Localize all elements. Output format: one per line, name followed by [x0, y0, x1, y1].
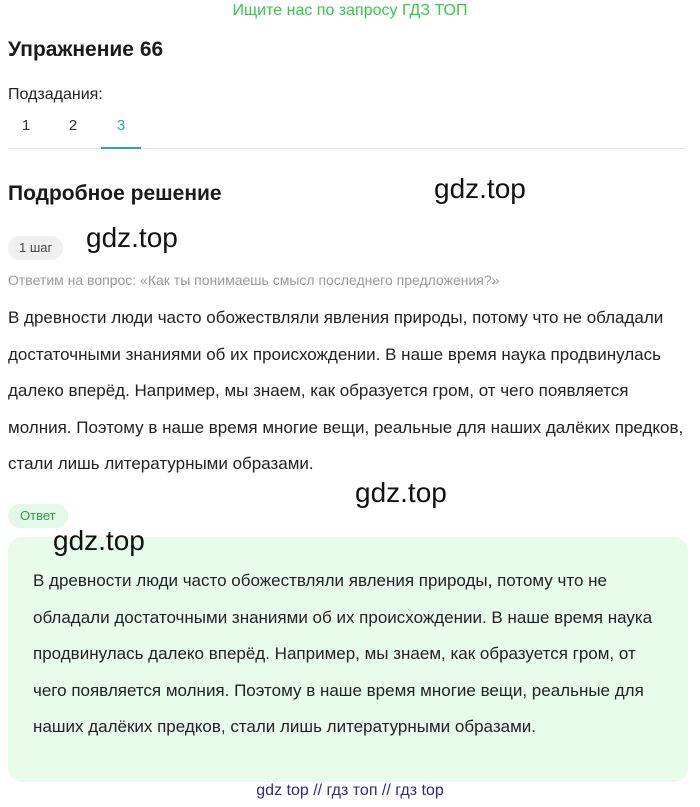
watermark: gdz.top: [86, 222, 178, 253]
subtask-tab-1[interactable]: 1: [21, 117, 31, 134]
watermark: gdz.top: [53, 525, 145, 556]
solution-text: В древности люди часто обожествляли явления природы, потому что не обладали достаточными знаниями об их происхождении. В наше время наука продвинулась далеко вперёд. Например, мы знаем, как образуется гром, от чего появляется молния. Поэтому в наше время многие вещи, реальные для наших далёких предков, стали лишь литературными образами.: [8, 308, 684, 473]
step-badge: 1 шаг: [8, 236, 63, 260]
answer-box: [8, 537, 688, 782]
solution-heading: Подробное решение: [8, 182, 222, 205]
subtask-tab-3-active[interactable]: 3: [101, 110, 141, 149]
question-text: Ответим на вопрос: «Как ты понимаешь смысл последнего предложения?»: [8, 272, 500, 288]
footer-text: gdz top // гдз топ // гдз top: [256, 782, 444, 799]
subtask-tab-2[interactable]: 2: [68, 117, 78, 134]
watermark: gdz.top: [434, 173, 526, 204]
exercise-title: Упражнение 66: [8, 38, 164, 61]
subtasks-label: Подзадания:: [8, 86, 103, 103]
answer-text: В древности люди часто обожествляли явления природы, потому что не обладали достаточными знаниями об их происхождении. В наше время наука продвинулась далеко вперёд. Например, мы знаем, как образуется гром, от чего появляется молния. Поэтому в наше время многие вещи, реальные для наших далёких предков, стали лишь литературными образами.: [33, 571, 653, 736]
subtask-tabs: [8, 110, 686, 149]
watermark: gdz.top: [355, 477, 447, 508]
answer-badge: Ответ: [8, 504, 68, 528]
top-banner: Ищите нас по запросу ГДЗ ТОП: [232, 2, 468, 19]
